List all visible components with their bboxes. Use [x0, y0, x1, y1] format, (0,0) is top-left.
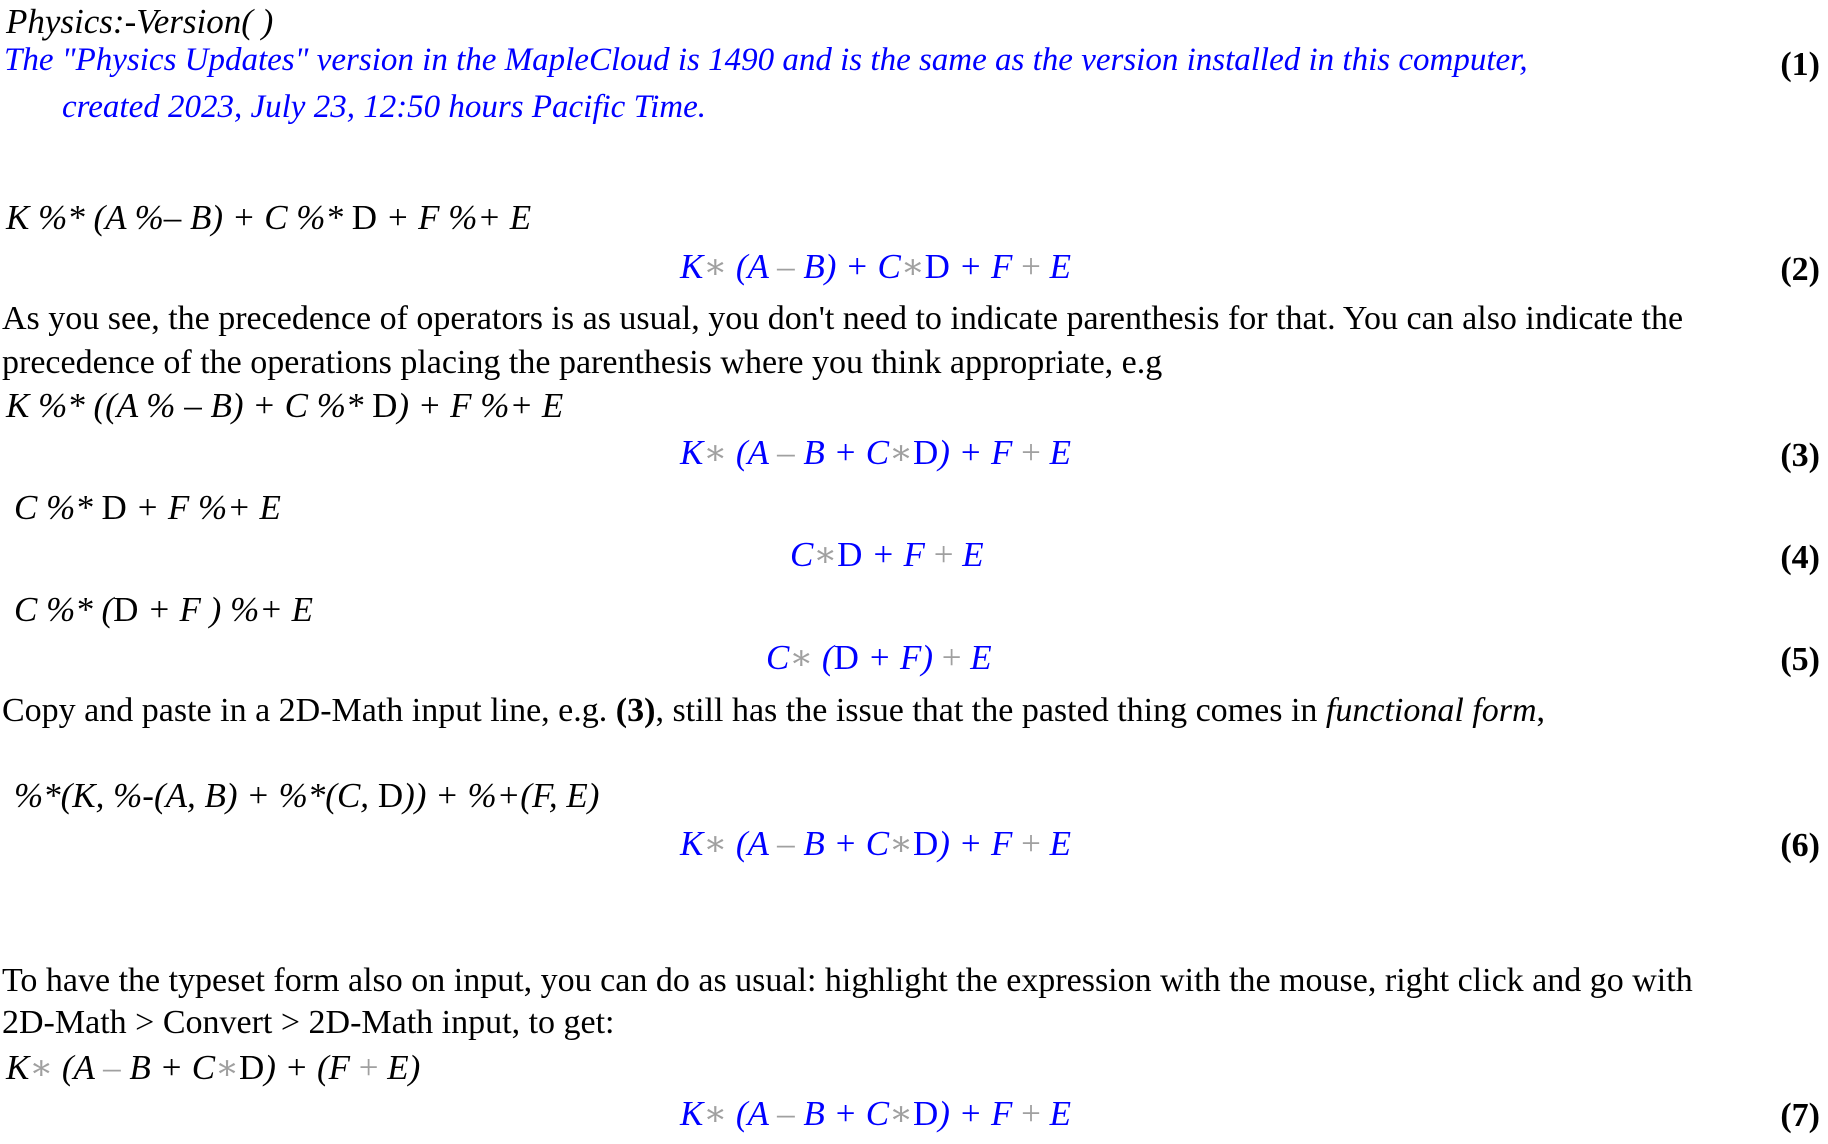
output-6-D: D: [912, 824, 939, 863]
output-7-c: B + C: [794, 1094, 890, 1133]
input-2-part-b: + F %+ E: [377, 198, 532, 237]
input-4-part-a: C %*: [14, 488, 102, 527]
output-6-minus: –: [777, 824, 795, 863]
output-2-plus: +: [1021, 247, 1041, 286]
output-2-m3: + F: [949, 247, 1022, 286]
output-6-e: E: [1040, 824, 1072, 863]
output-5: [766, 640, 992, 675]
output-6-star2: ∗: [889, 824, 913, 863]
output-6: [680, 826, 1071, 861]
input-7-minus: –: [103, 1048, 121, 1087]
equation-label-7: (7): [1780, 1097, 1820, 1134]
output-7: [680, 1096, 1071, 1131]
input-5-part-b: + F ) %+ E: [138, 590, 313, 629]
equation-label-4: (4): [1780, 539, 1820, 576]
text-2-italic: functional form: [1325, 692, 1537, 729]
equation-label-3: (3): [1780, 437, 1820, 474]
equation-label-2: (2): [1780, 251, 1820, 288]
input-7-a: K: [6, 1048, 30, 1087]
output-4-b: + F: [862, 535, 934, 574]
output-7-plus: +: [1021, 1094, 1041, 1133]
output-3-D: D: [912, 433, 939, 472]
input-line-2[interactable]: [6, 200, 531, 235]
output-4-a: C: [790, 535, 814, 574]
input-6-D: D: [377, 776, 404, 815]
input-6-part-a: %*(K, %-(A, B) + %*(C,: [14, 776, 378, 815]
input-line-5[interactable]: [14, 592, 313, 627]
output-6-a: K: [680, 824, 704, 863]
input-5-D: D: [113, 590, 139, 629]
output-7-star1: ∗: [703, 1094, 728, 1133]
text-2-middle: , still has the issue that the pasted thing comes in: [655, 692, 1326, 729]
output-3: [680, 435, 1071, 470]
output-3-e: E: [1040, 433, 1072, 472]
input-2-part-a: K %* (A %– B) + C %*: [6, 198, 352, 237]
output-3-d: ) + F: [938, 433, 1022, 472]
input-4-D: D: [101, 488, 127, 527]
input-3-part-b: ) + F %+ E: [397, 386, 564, 425]
output-2-minus: –: [777, 247, 795, 286]
explanation-text-2: [2, 694, 1545, 728]
equation-label-6: (6): [1780, 827, 1820, 864]
input-7-D: D: [238, 1048, 265, 1087]
output-7-b: (A: [727, 1094, 778, 1133]
output-5-d: E: [961, 638, 992, 677]
output-3-c: B + C: [794, 433, 890, 472]
input-7-star2: ∗: [215, 1048, 239, 1087]
output-5-a: C: [766, 638, 790, 677]
input-5-part-a: C %* (: [14, 590, 114, 629]
output-3-star1: ∗: [703, 433, 728, 472]
output-6-c: B + C: [794, 824, 890, 863]
output-2-m4: E: [1040, 247, 1072, 286]
input-line-7[interactable]: [6, 1050, 420, 1085]
output-2-star2: ∗: [900, 247, 925, 286]
input-2-D: D: [351, 198, 377, 237]
input-line-3[interactable]: [6, 388, 563, 423]
output-2-D: D: [924, 247, 950, 286]
output-3-plus: +: [1021, 433, 1041, 472]
output-2-K: K: [680, 247, 704, 286]
output-3-a: K: [680, 433, 704, 472]
explanation-text-1-line2: precedence of the operations placing the parenthesis where you think appropriate, e.g: [2, 344, 1163, 381]
input-7-star1: ∗: [29, 1048, 54, 1087]
output-4-D: D: [837, 535, 863, 574]
equation-label-5: (5): [1780, 641, 1820, 678]
input-4-part-b: + F %+ E: [126, 488, 281, 527]
output-5-b: (: [813, 638, 834, 677]
equation-label-1: (1): [1780, 46, 1820, 83]
output-5-plus: +: [941, 638, 962, 677]
output-7-star2: ∗: [889, 1094, 913, 1133]
text-2-equation-ref[interactable]: (3): [615, 692, 656, 729]
output-5-D: D: [833, 638, 859, 677]
output-4: [790, 537, 984, 572]
output-7-d: ) + F: [938, 1094, 1022, 1133]
output-4-plus: +: [933, 535, 954, 574]
output-3-minus: –: [777, 433, 795, 472]
input-3-D: D: [372, 386, 398, 425]
explanation-text-3-line1: To have the typeset form also on input, you can do as usual: highlight the expression with the mouse, right click and go with: [2, 962, 1693, 999]
output-6-plus: +: [1021, 824, 1041, 863]
output-6-d: ) + F: [938, 824, 1022, 863]
output-3-b: (A: [727, 433, 778, 472]
input-7-plus: +: [358, 1048, 379, 1087]
explanation-text-3-line2: 2D-Math > Convert > 2D-Math input, to get:: [2, 1004, 615, 1041]
output-4-c: E: [953, 535, 984, 574]
input-line-version[interactable]: Physics:-Version( ): [6, 2, 274, 41]
output-2: [680, 249, 1071, 284]
output-4-star1: ∗: [813, 535, 838, 574]
output-2-star1: ∗: [703, 247, 728, 286]
input-7-b: (A: [53, 1048, 104, 1087]
output-7-D: D: [912, 1094, 939, 1133]
output-7-minus: –: [777, 1094, 795, 1133]
output-6-b: (A: [727, 824, 778, 863]
input-7-c: B + C: [120, 1048, 216, 1087]
output-2-m2: B) + C: [794, 247, 901, 286]
input-7-e: E): [378, 1048, 421, 1087]
output-5-star1: ∗: [789, 638, 814, 677]
output-7-e: E: [1040, 1094, 1072, 1133]
input-line-6[interactable]: [14, 778, 599, 813]
output-7-a: K: [680, 1094, 704, 1133]
text-2-before: Copy and paste in a 2D-Math input line, e.g.: [2, 692, 616, 729]
input-6-part-b: )) + %+(F, E): [403, 776, 600, 815]
input-line-4[interactable]: [14, 490, 281, 525]
output-5-c: + F): [858, 638, 942, 677]
output-version-line2: created 2023, July 23, 12:50 hours Pacific Time.: [62, 89, 706, 125]
output-3-star2: ∗: [889, 433, 913, 472]
input-3-part-a: K %* ((A % – B) + C %*: [6, 386, 373, 425]
text-2-after: ,: [1536, 692, 1546, 729]
output-6-star1: ∗: [703, 824, 728, 863]
explanation-text-1-line1: As you see, the precedence of operators is as usual, you don't need to indicate parenthesis for that. You can also indicate the: [2, 300, 1684, 337]
input-7-d: ) + (F: [264, 1048, 359, 1087]
output-version-line1: The "Physics Updates" version in the MapleCloud is 1490 and is the same as the version installed in this computer,: [4, 42, 1528, 78]
output-2-m1: (A: [727, 247, 778, 286]
